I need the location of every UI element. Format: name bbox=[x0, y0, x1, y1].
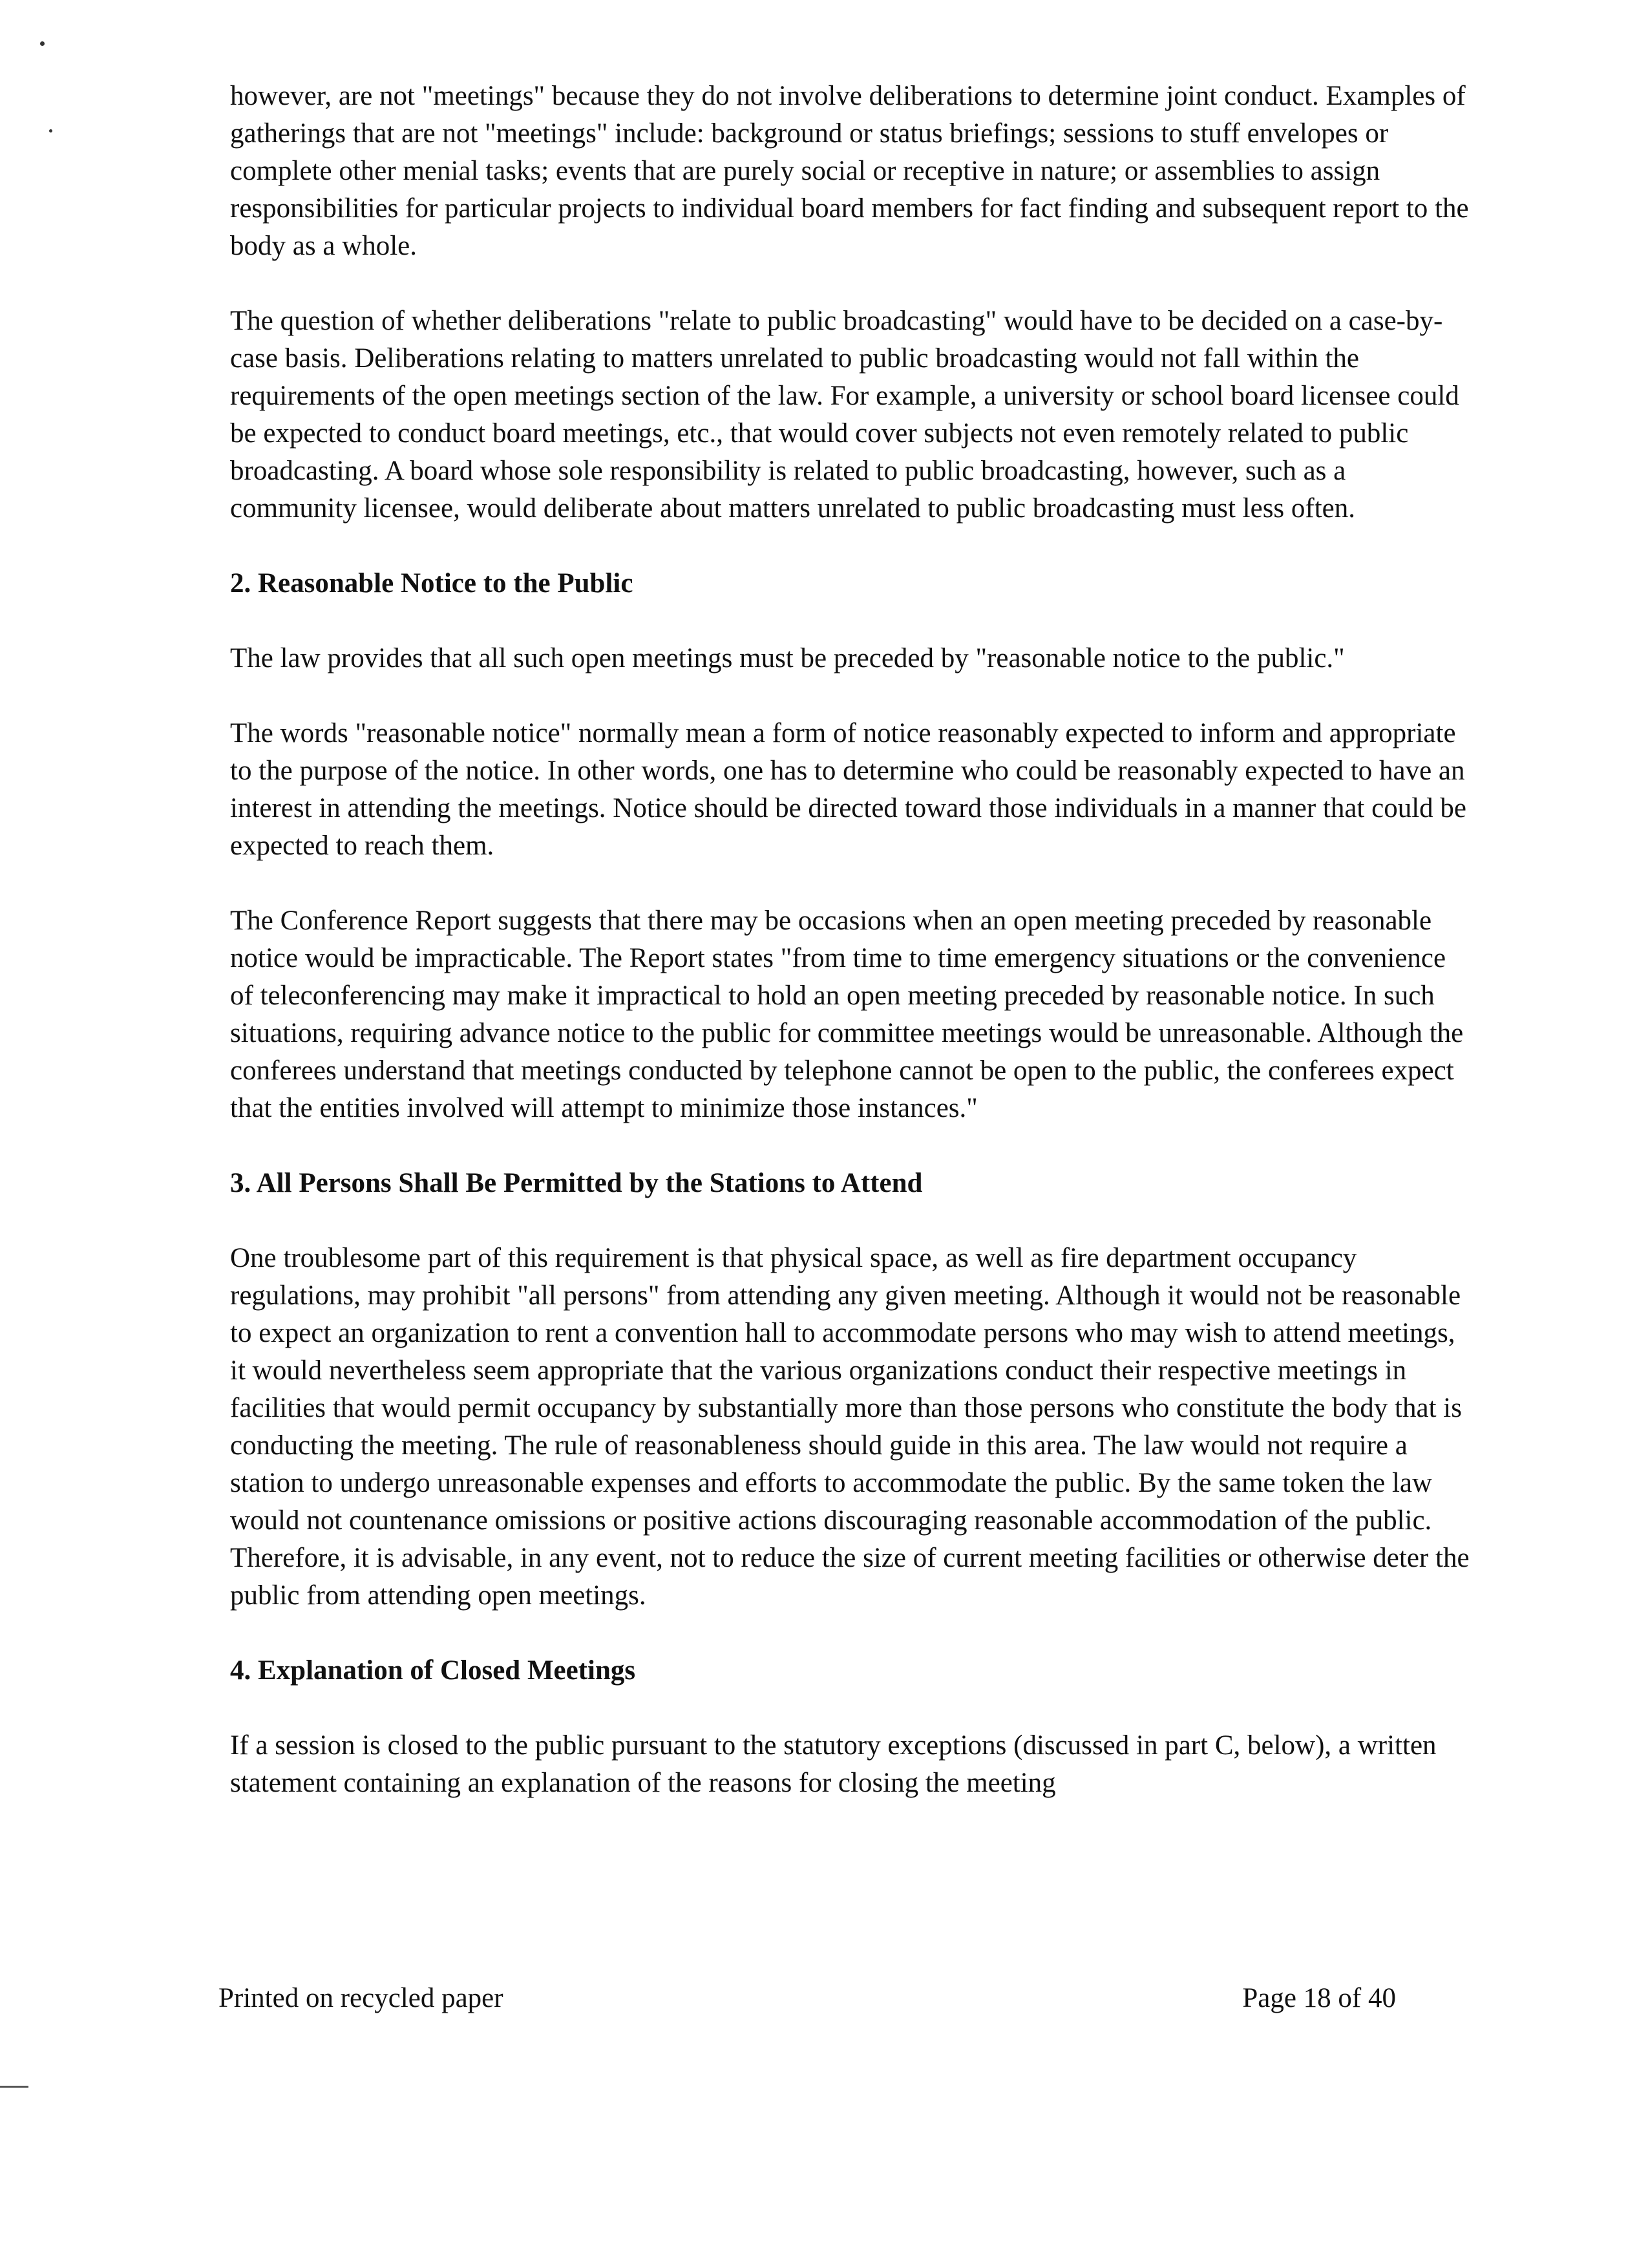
body-paragraph: The law provides that all such open meetings must be preceded by "reasonable notice to the public." bbox=[230, 643, 1345, 673]
section-heading: 3. All Persons Shall Be Permitted by the Stations to Attend bbox=[230, 1168, 923, 1198]
body-paragraph: The Conference Report suggests that there may be occasions when an open meeting preceded by reasonable notice would be impracticable. The Report states "from time to time emergency situations or the convenience of teleconferencing may make it impractical to hold an open meeting preceded by reasonable notice. In such situations, requiring advance notice to the public for committee meetings would be unreasonable. Although the conferees understand that meetings conducted by telephone cannot be open to the public, the conferees expect that the entities involved will attempt to minimize those instances." bbox=[230, 906, 1464, 1123]
section-heading: 2. Reasonable Notice to the Public bbox=[230, 568, 633, 599]
body-paragraph: One troublesome part of this requirement is that physical space, as well as fire department occupancy regulations, may prohibit "all persons" from attending any given meeting. Although it would not be reasonable to expect an organization to rent a convention hall to accommodate persons who may wish to attend meetings, it would nevertheless seem appropriate that the various organizations conduct their respective meetings in facilities that would permit occupancy by substantially more than those persons who constitute the body that is conducting the meeting. The rule of reasonableness should guide in this area. The law would not require a station to undergo unreasonable expenses and efforts to accommodate the public. By the same token the law would not countenance omissions or positive actions discouraging reasonable accommodation of the public. Therefore, it is advisable, in any event, not to reduce the size of current meeting facilities or otherwise deter the public from attending open meetings. bbox=[230, 1243, 1470, 1611]
scan-edge-mark bbox=[0, 2086, 28, 2088]
body-paragraph: however, are not "meetings" because they do not involve deliberations to determine joint conduct. Examples of gatherings that are not "meetings" include: background or status briefings; sessions to stuff envelopes or complete other menial tasks; events that are purely social or receptive in nature; or assemblies to assign responsibilities for particular projects to individual board members for fact finding and subsequent report to the body as a whole. bbox=[230, 81, 1469, 261]
scan-speck bbox=[40, 41, 45, 46]
scan-speck bbox=[49, 129, 52, 132]
document-body bbox=[230, 78, 1472, 1839]
footer-note: Printed on recycled paper bbox=[218, 1983, 503, 2013]
page-number: Page 18 of 40 bbox=[1242, 1983, 1396, 2013]
body-paragraph: The question of whether deliberations "relate to public broadcasting" would have to be decided on a case-by-case basis. Deliberations relating to matters unrelated to public broadcasting would not fall within the requirements of the open meetings section of the law. For example, a university or school board licensee could be expected to conduct board meetings, etc., that would cover subjects not even remotely related to public broadcasting. A board whose sole responsibility is related to public broadcasting, however, such as a community licensee, would deliberate about matters unrelated to public broadcasting must less often. bbox=[230, 306, 1459, 524]
section-heading: 4. Explanation of Closed Meetings bbox=[230, 1655, 636, 1686]
body-paragraph: The words "reasonable notice" normally mean a form of notice reasonably expected to inform and appropriate to the purpose of the notice. In other words, one has to determine who could be reasonably expected to have an interest in attending the meetings. Notice should be directed toward those individuals in a manner that could be expected to reach them. bbox=[230, 718, 1466, 861]
body-paragraph: If a session is closed to the public pursuant to the statutory exceptions (discussed in part C, below), a written statement containing an explanation of the reasons for closing the meeting bbox=[230, 1730, 1437, 1798]
